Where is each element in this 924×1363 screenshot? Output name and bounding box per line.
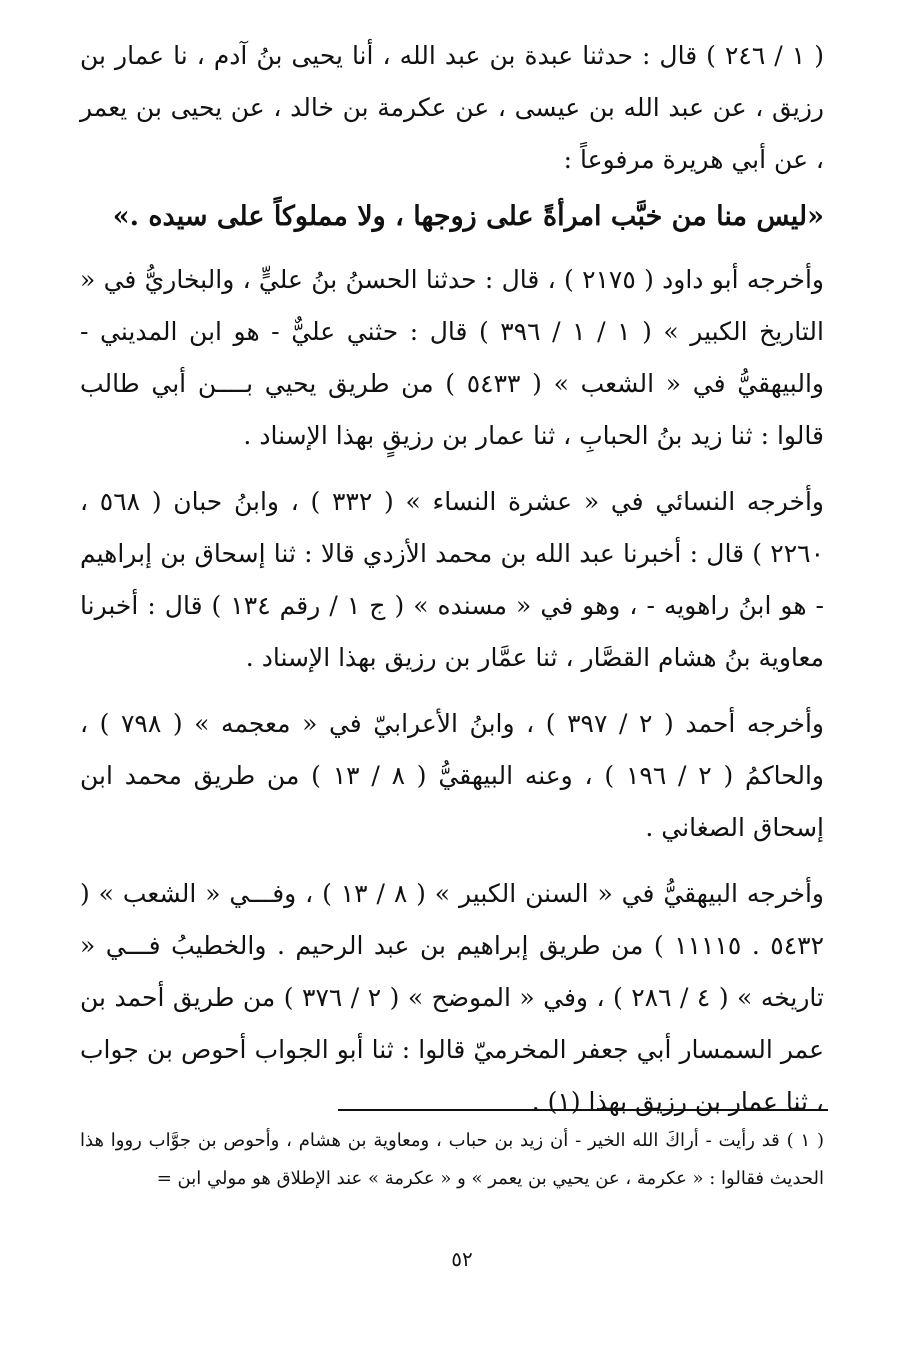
footnote-divider — [338, 1109, 828, 1111]
hadith-isnad: ( ١ / ٢٤٦ ) قال : حدثنا عبدة بن عبد الله ، أنا يحيى بنُ آدم ، نا عمار بن رزيق ، عن عبد الله بن عيسى ، عن عكرمة بن خالد ، عن يحيى بن يعمر ، عن أبي هريرة مرفوعاً : — [80, 41, 824, 174]
takhrij-paragraph-3: وأخرجه أحمد ( ٢ / ٣٩٧ ) ، وابنُ الأعرابيّ في « معجمه » ( ٧٩٨ ) ، والحاكمُ ( ٢ / ١٩٦ ) ، وعنه البيهقيُّ ( ٨ / ١٣ ) من طريق محمد ابن إسحاق الصغاني . — [80, 709, 825, 842]
page-number: ٥٢ — [451, 1247, 473, 1271]
takhrij-paragraph-1: وأخرجه أبو داود ( ٢١٧٥ ) ، قال : حدثنا الحسنُ بنُ عليٍّ ، والبخاريُّ في « التاريخ الكبير » ( ١ / ١ / ٣٩٦ ) قال : حثني عليٌّ - هو ابن المديني - والبيهقيُّ في « الشعب » ( ٥٤٣٣ ) من طريق يحيي بــــن أبي طالب قالوا : ثنا زيد بنُ الحبابِ ، ثنا عمار بن رزيقٍ بهذا الإسناد . — [80, 265, 824, 450]
page-body — [80, 30, 824, 1142]
hadith-matn: «ليس منا من خبَّب امرأةً على زوجها ، ولا مملوكاً على سيده .» — [112, 201, 824, 232]
takhrij-paragraph-2: وأخرجه النسائي في « عشرة النساء » ( ٣٣٢ ) ، وابنُ حبان ( ٥٦٨ ، ٢٢٦٠ ) قال : أخبرنا عبد الله بن محمد الأزدي قالا : ثنا إسحاق بن إبراهيم - هو ابنُ راهويه - ، وهو في « مسنده » ( ج ١ / رقم ١٣٤ ) قال : أخبرنا معاوية بنُ هشام القصَّار ، ثنا عمَّار بن رزيق بهذا الإسناد . — [80, 487, 825, 672]
footnote: ( ١ ) قد رأيت - أراكَ الله الخير - أن زيد بن حباب ، ومعاوية بن هشام ، وأحوص بن جوَّاب رووا هذا الحديث فقالوا : « عكرمة ، عن يحيي بن يعمر » و « عكرمة » عند الإطلاق هو مولي ابن = — [80, 1130, 824, 1189]
takhrij-paragraph-4: وأخرجه البيهقيُّ في « السنن الكبير » ( ٨ / ١٣ ) ، وفـــي « الشعب » ( ٥٤٣٢ . ١١١١٥ ) من طريق إبراهيم بن عبد الرحيم . والخطيبُ فـــي « تاريخه » ( ٤ / ٢٨٦ ) ، وفي « الموضح » ( ٢ / ٣٧٦ ) من طريق أحمد بن عمر السمسار أبي جعفر المخرميّ قالوا : ثنا أبو الجواب أحوص بن جواب ، ثنا عمار بن رزيق بهذا (١) . — [80, 879, 825, 1116]
